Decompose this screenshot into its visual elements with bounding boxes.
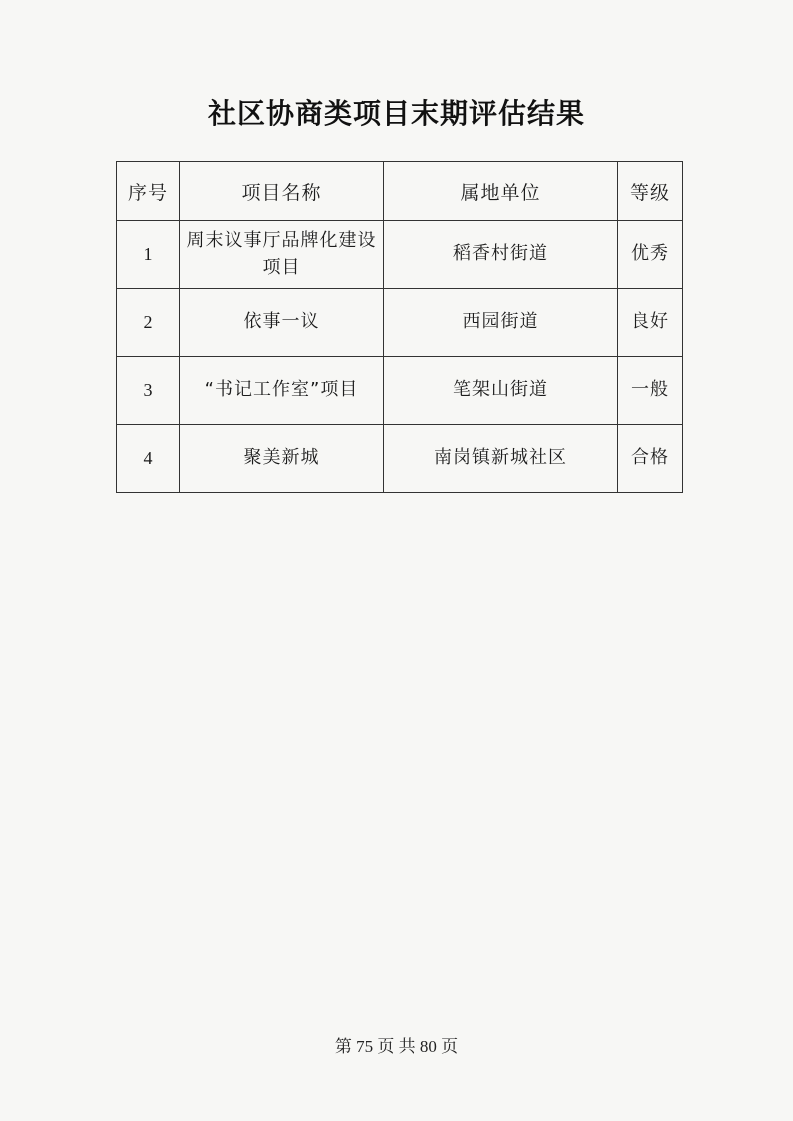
row-project-name: 周末议事厅品牌化建设项目 — [180, 221, 384, 289]
row-grade: 合格 — [618, 425, 683, 493]
evaluation-results-table — [116, 161, 683, 493]
row-unit: 笔架山街道 — [384, 357, 618, 425]
row-unit: 南岗镇新城社区 — [384, 425, 618, 493]
row-project-name: 聚美新城 — [180, 425, 384, 493]
row-no: 2 — [117, 289, 180, 357]
row-grade: 一般 — [618, 357, 683, 425]
row-project-name: “书记工作室”项目 — [180, 357, 384, 425]
row-no: 1 — [117, 221, 180, 289]
header-project-name: 项目名称 — [180, 162, 384, 221]
table-header-row — [117, 162, 683, 221]
header-no: 序号 — [117, 162, 180, 221]
row-no: 4 — [117, 425, 180, 493]
header-unit: 属地单位 — [384, 162, 618, 221]
row-grade: 优秀 — [618, 221, 683, 289]
row-unit: 西园街道 — [384, 289, 618, 357]
header-grade: 等级 — [618, 162, 683, 221]
page-title: 社区协商类项目末期评估结果 — [207, 97, 585, 130]
table-row — [117, 221, 683, 289]
page-number-footer: 第 75 页 共 80 页 — [334, 1037, 459, 1056]
table-row — [117, 289, 683, 357]
row-no: 3 — [117, 357, 180, 425]
row-grade: 良好 — [618, 289, 683, 357]
row-project-name: 依事一议 — [180, 289, 384, 357]
row-unit: 稻香村街道 — [384, 221, 618, 289]
table-row — [117, 425, 683, 493]
table-row — [117, 357, 683, 425]
